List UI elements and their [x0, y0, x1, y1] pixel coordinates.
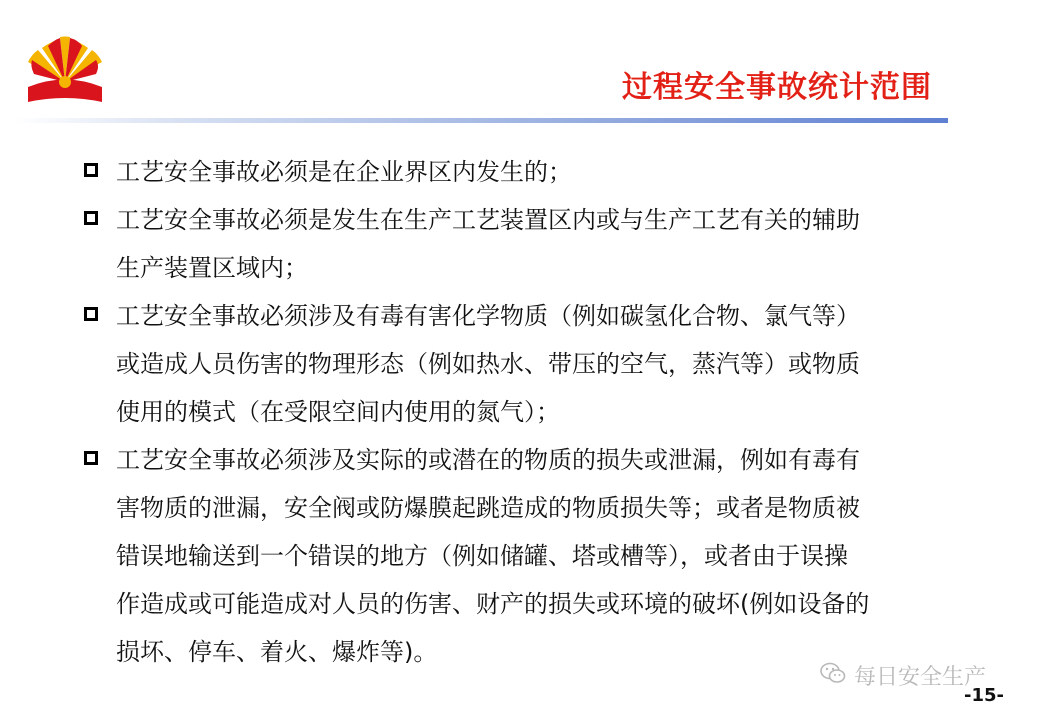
watermark-text: 每日安全生产 — [854, 665, 987, 690]
bullet-text-line: 工艺安全事故必须是发生在生产工艺装置区内或与生产工艺有关的辅助 — [116, 206, 860, 234]
company-logo-icon — [20, 32, 110, 112]
bullet-text-line: 使用的模式（在受限空间内使用的氮气）； — [116, 398, 560, 426]
slide-title: 过程安全事故统计范围 — [622, 70, 932, 105]
watermark — [820, 660, 986, 691]
bullet-item — [82, 148, 962, 196]
bullet-text-line: 或造成人员伤害的物理形态（例如热水、带压的空气，蒸汽等）或物质 — [116, 350, 860, 378]
bullet-text-line: 害物质的泄漏，安全阀或防爆膜起跳造成的物质损失等；或者是物质被 — [116, 494, 860, 522]
bullet-text-line: 工艺安全事故必须是在企业界区内发生的； — [116, 158, 572, 186]
bullet-text-line: 损坏、停车、着火、爆炸等)。 — [116, 638, 438, 666]
title-divider — [14, 118, 948, 123]
square-bullet-icon — [84, 211, 98, 225]
bullet-text-line: 生产装置区域内； — [116, 254, 308, 282]
bullet-text-line: 工艺安全事故必须涉及有毒有害化学物质（例如碳氢化合物、氯气等） — [116, 302, 860, 330]
bullet-item — [82, 292, 962, 436]
square-bullet-icon — [84, 307, 98, 321]
bullet-text-line: 作造成或可能造成对人员的伤害、财产的损失或环境的破坏(例如设备的 — [116, 590, 870, 618]
bullet-text-line: 工艺安全事故必须涉及实际的或潜在的物质的损失或泄漏，例如有毒有 — [116, 446, 860, 474]
bullet-item — [82, 436, 962, 676]
page-number: -15- — [964, 685, 1004, 706]
bullet-text-line: 错误地输送到一个错误的地方（例如储罐、塔或槽等），或者由于误操 — [116, 542, 848, 570]
square-bullet-icon — [84, 451, 98, 465]
wechat-icon — [820, 662, 846, 690]
bullet-list — [82, 148, 962, 676]
square-bullet-icon — [84, 163, 98, 177]
bullet-item — [82, 196, 962, 292]
